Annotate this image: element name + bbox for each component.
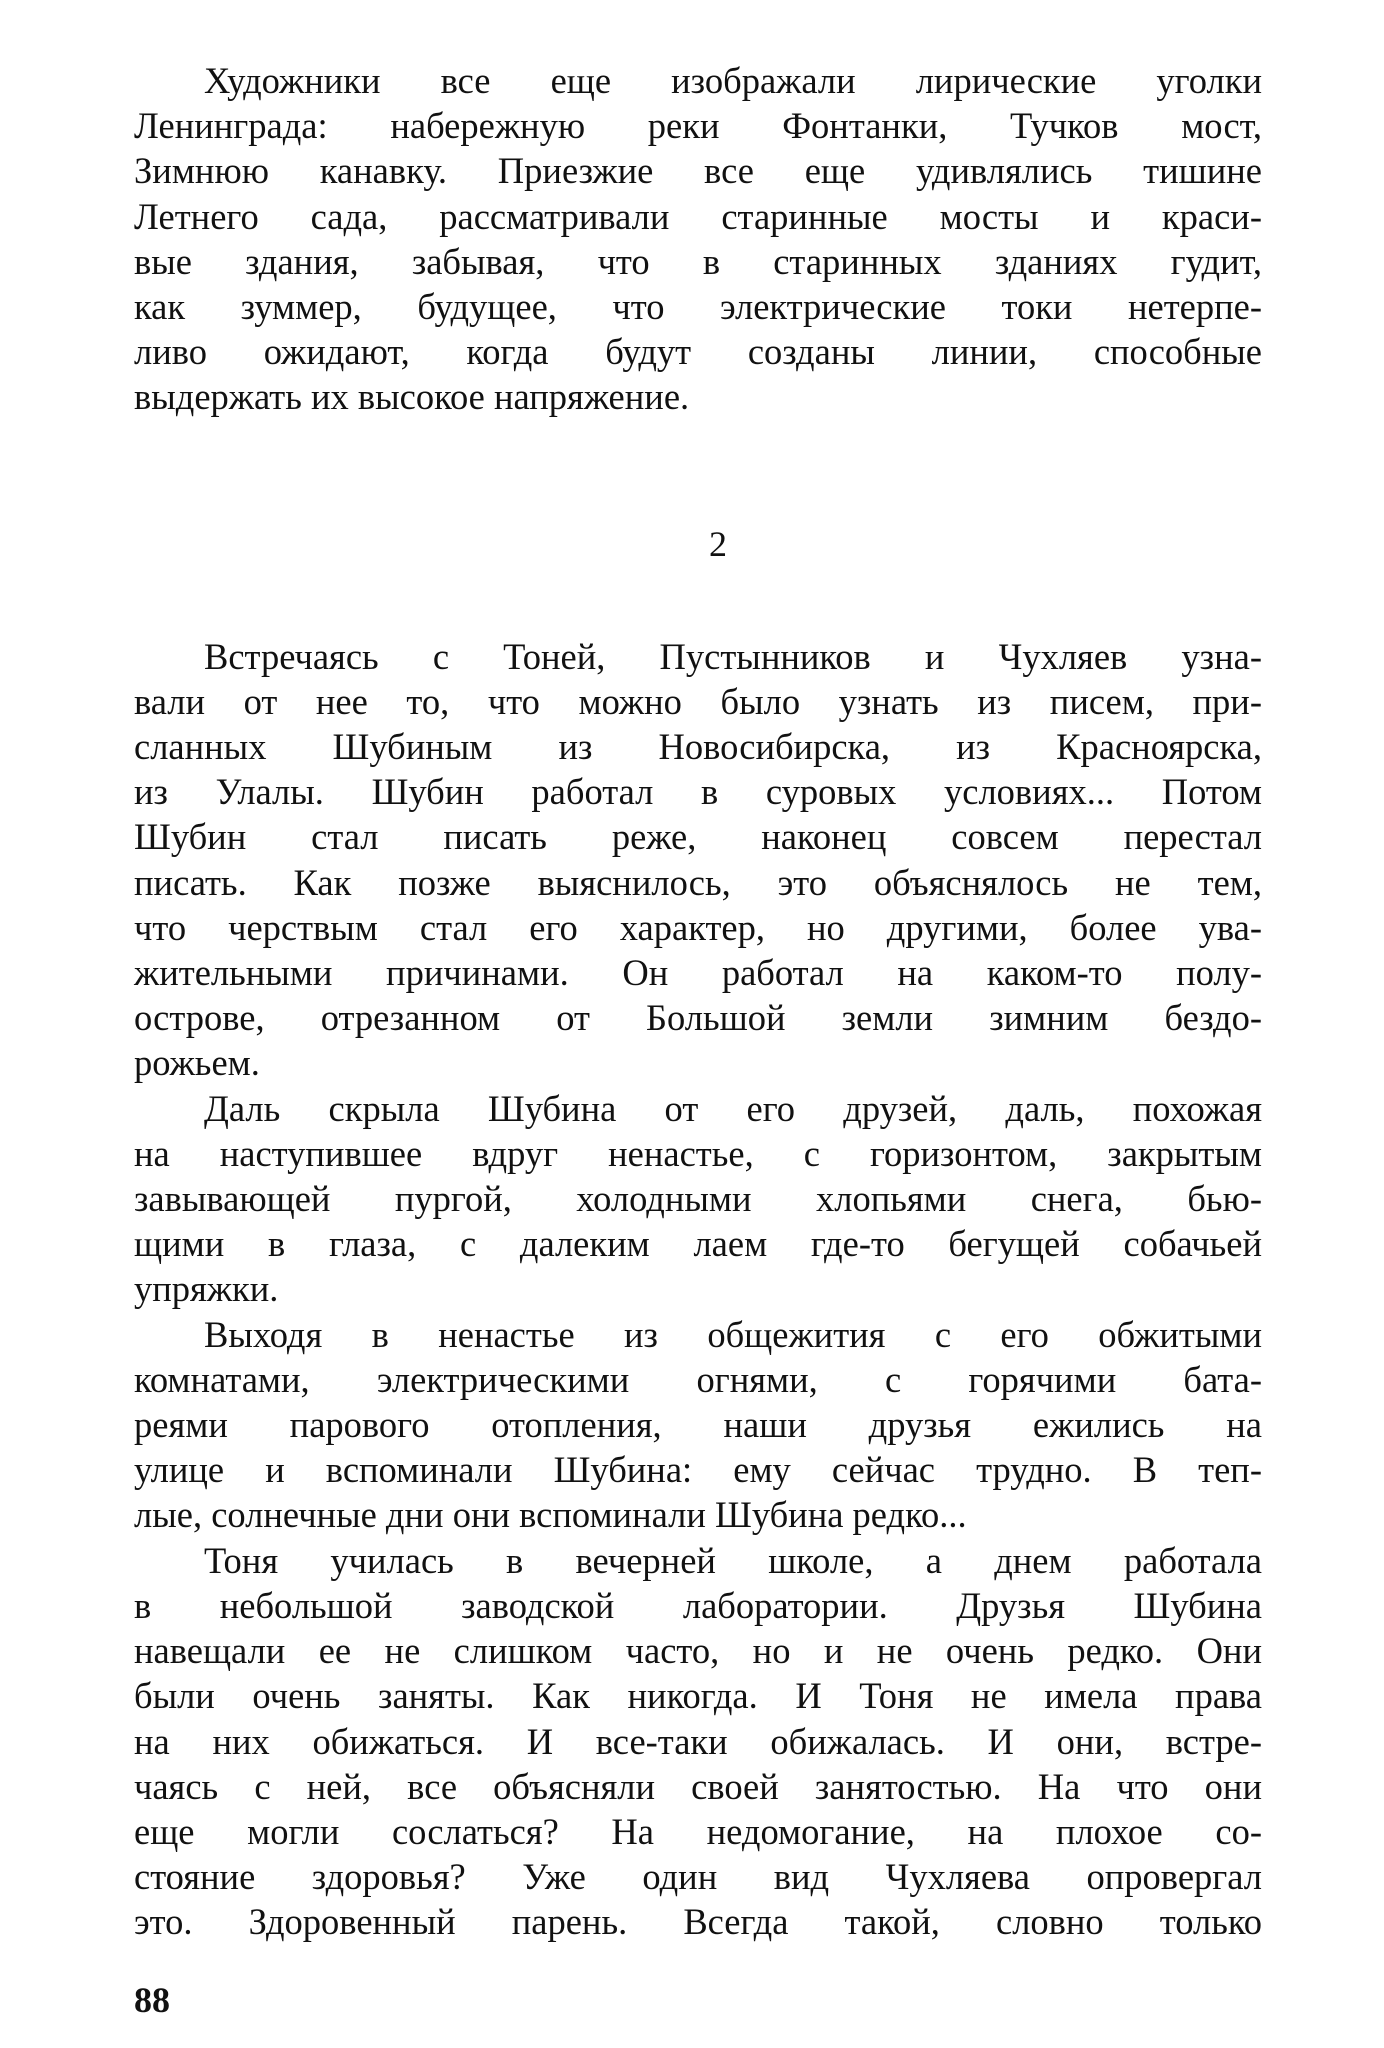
text-line: Зимнюю канавку. Приезжие все еще удивлялись тишине (134, 150, 1262, 192)
text-line: это. Здоровенный парень. Всегда такой, словно только (134, 1901, 1262, 1943)
text-line: были очень заняты. Как никогда. И Тоня не имела права (134, 1675, 1262, 1717)
text-line: щими в глаза, с далеким лаем где-то бегущей собачьей (134, 1223, 1262, 1265)
text-line: вые здания, забывая, что в старинных зданиях гудит, (134, 240, 1262, 282)
paragraph-3 (134, 1086, 1262, 1312)
text-line: Шубин стал писать реже, наконец совсем перестал (134, 816, 1262, 858)
text-line: Даль скрыла Шубина от его друзей, даль, похожая (204, 1087, 1262, 1129)
text-line: из Улалы. Шубин работал в суровых условиях... Потом (134, 771, 1262, 813)
text-line: комнатами, электрическими огнями, с горячими бата- (134, 1358, 1262, 1400)
text-line: Выходя в ненастье из общежития с его обжитыми (204, 1313, 1262, 1355)
text-line: лые, солнечные дни они вспоминали Шубина редко... (134, 1494, 967, 1536)
paragraph-5 (134, 1538, 1262, 1945)
text-line: Летнего сада, рассматривали старинные мосты и краси- (134, 195, 1262, 237)
paragraph-2 (134, 634, 1262, 1086)
text-line: Художники все еще изображали лирические уголки (204, 60, 1262, 101)
text-line: как зуммер, будущее, что электрические токи нетерпе- (134, 286, 1262, 328)
text-line: сланных Шубиным из Новосибирска, из Красноярска, (134, 726, 1262, 768)
text-line: чаясь с ней, все объясняли своей занятостью. На что они (134, 1765, 1262, 1807)
text-line: вали от нее то, что можно было узнать из писем, при- (134, 680, 1262, 722)
text-line: острове, отрезанном от Большой земли зимним бездо- (134, 997, 1262, 1039)
text-line: завывающей пургой, холодными хлопьями снега, бью- (134, 1178, 1262, 1220)
text-line: на них обижаться. И все-таки обижалась. И они, встре- (134, 1720, 1262, 1762)
text-line: стояние здоровья? Уже один вид Чухляева опровергал (134, 1856, 1262, 1898)
text-line: реями парового отопления, наши друзья ежились на (134, 1404, 1262, 1446)
text-line: рожьем. (134, 1042, 260, 1084)
text-line: на наступившее вдруг ненастье, с горизонтом, закрытым (134, 1132, 1262, 1174)
text-line: в небольшой заводской лаборатории. Друзья Шубина (134, 1584, 1262, 1626)
page-number: 88 (134, 1980, 170, 2020)
text-line: выдержать их высокое напряжение. (134, 376, 690, 418)
text-line: улице и вспоминали Шубина: ему сейчас трудно. В теп- (134, 1449, 1262, 1491)
text-line: Ленинграда: набережную реки Фонтанки, Тучков мост, (134, 105, 1262, 147)
paragraph-4 (134, 1312, 1262, 1538)
text-line: писать. Как позже выяснилось, это объяснялось не тем, (134, 861, 1262, 903)
section-number: 2 (709, 523, 727, 564)
page-body (134, 58, 1262, 1945)
text-line: жительными причинами. Он работал на каком-то полу- (134, 952, 1262, 994)
paragraph-1 (134, 58, 1262, 420)
text-line: еще могли сослаться? На недомогание, на плохое со- (134, 1810, 1262, 1852)
text-line: навещали ее не слишком часто, но и не очень редко. Они (134, 1630, 1262, 1672)
text-line: Тоня училась в вечерней школе, а днем работала (204, 1539, 1262, 1581)
text-line: Встречаясь с Тоней, Пустынников и Чухляев узна- (204, 635, 1262, 677)
text-line: упряжки. (134, 1268, 279, 1310)
text-line: что черствым стал его характер, но другими, более ува- (134, 906, 1262, 948)
text-line: ливо ожидают, когда будут созданы линии, способные (134, 331, 1262, 373)
